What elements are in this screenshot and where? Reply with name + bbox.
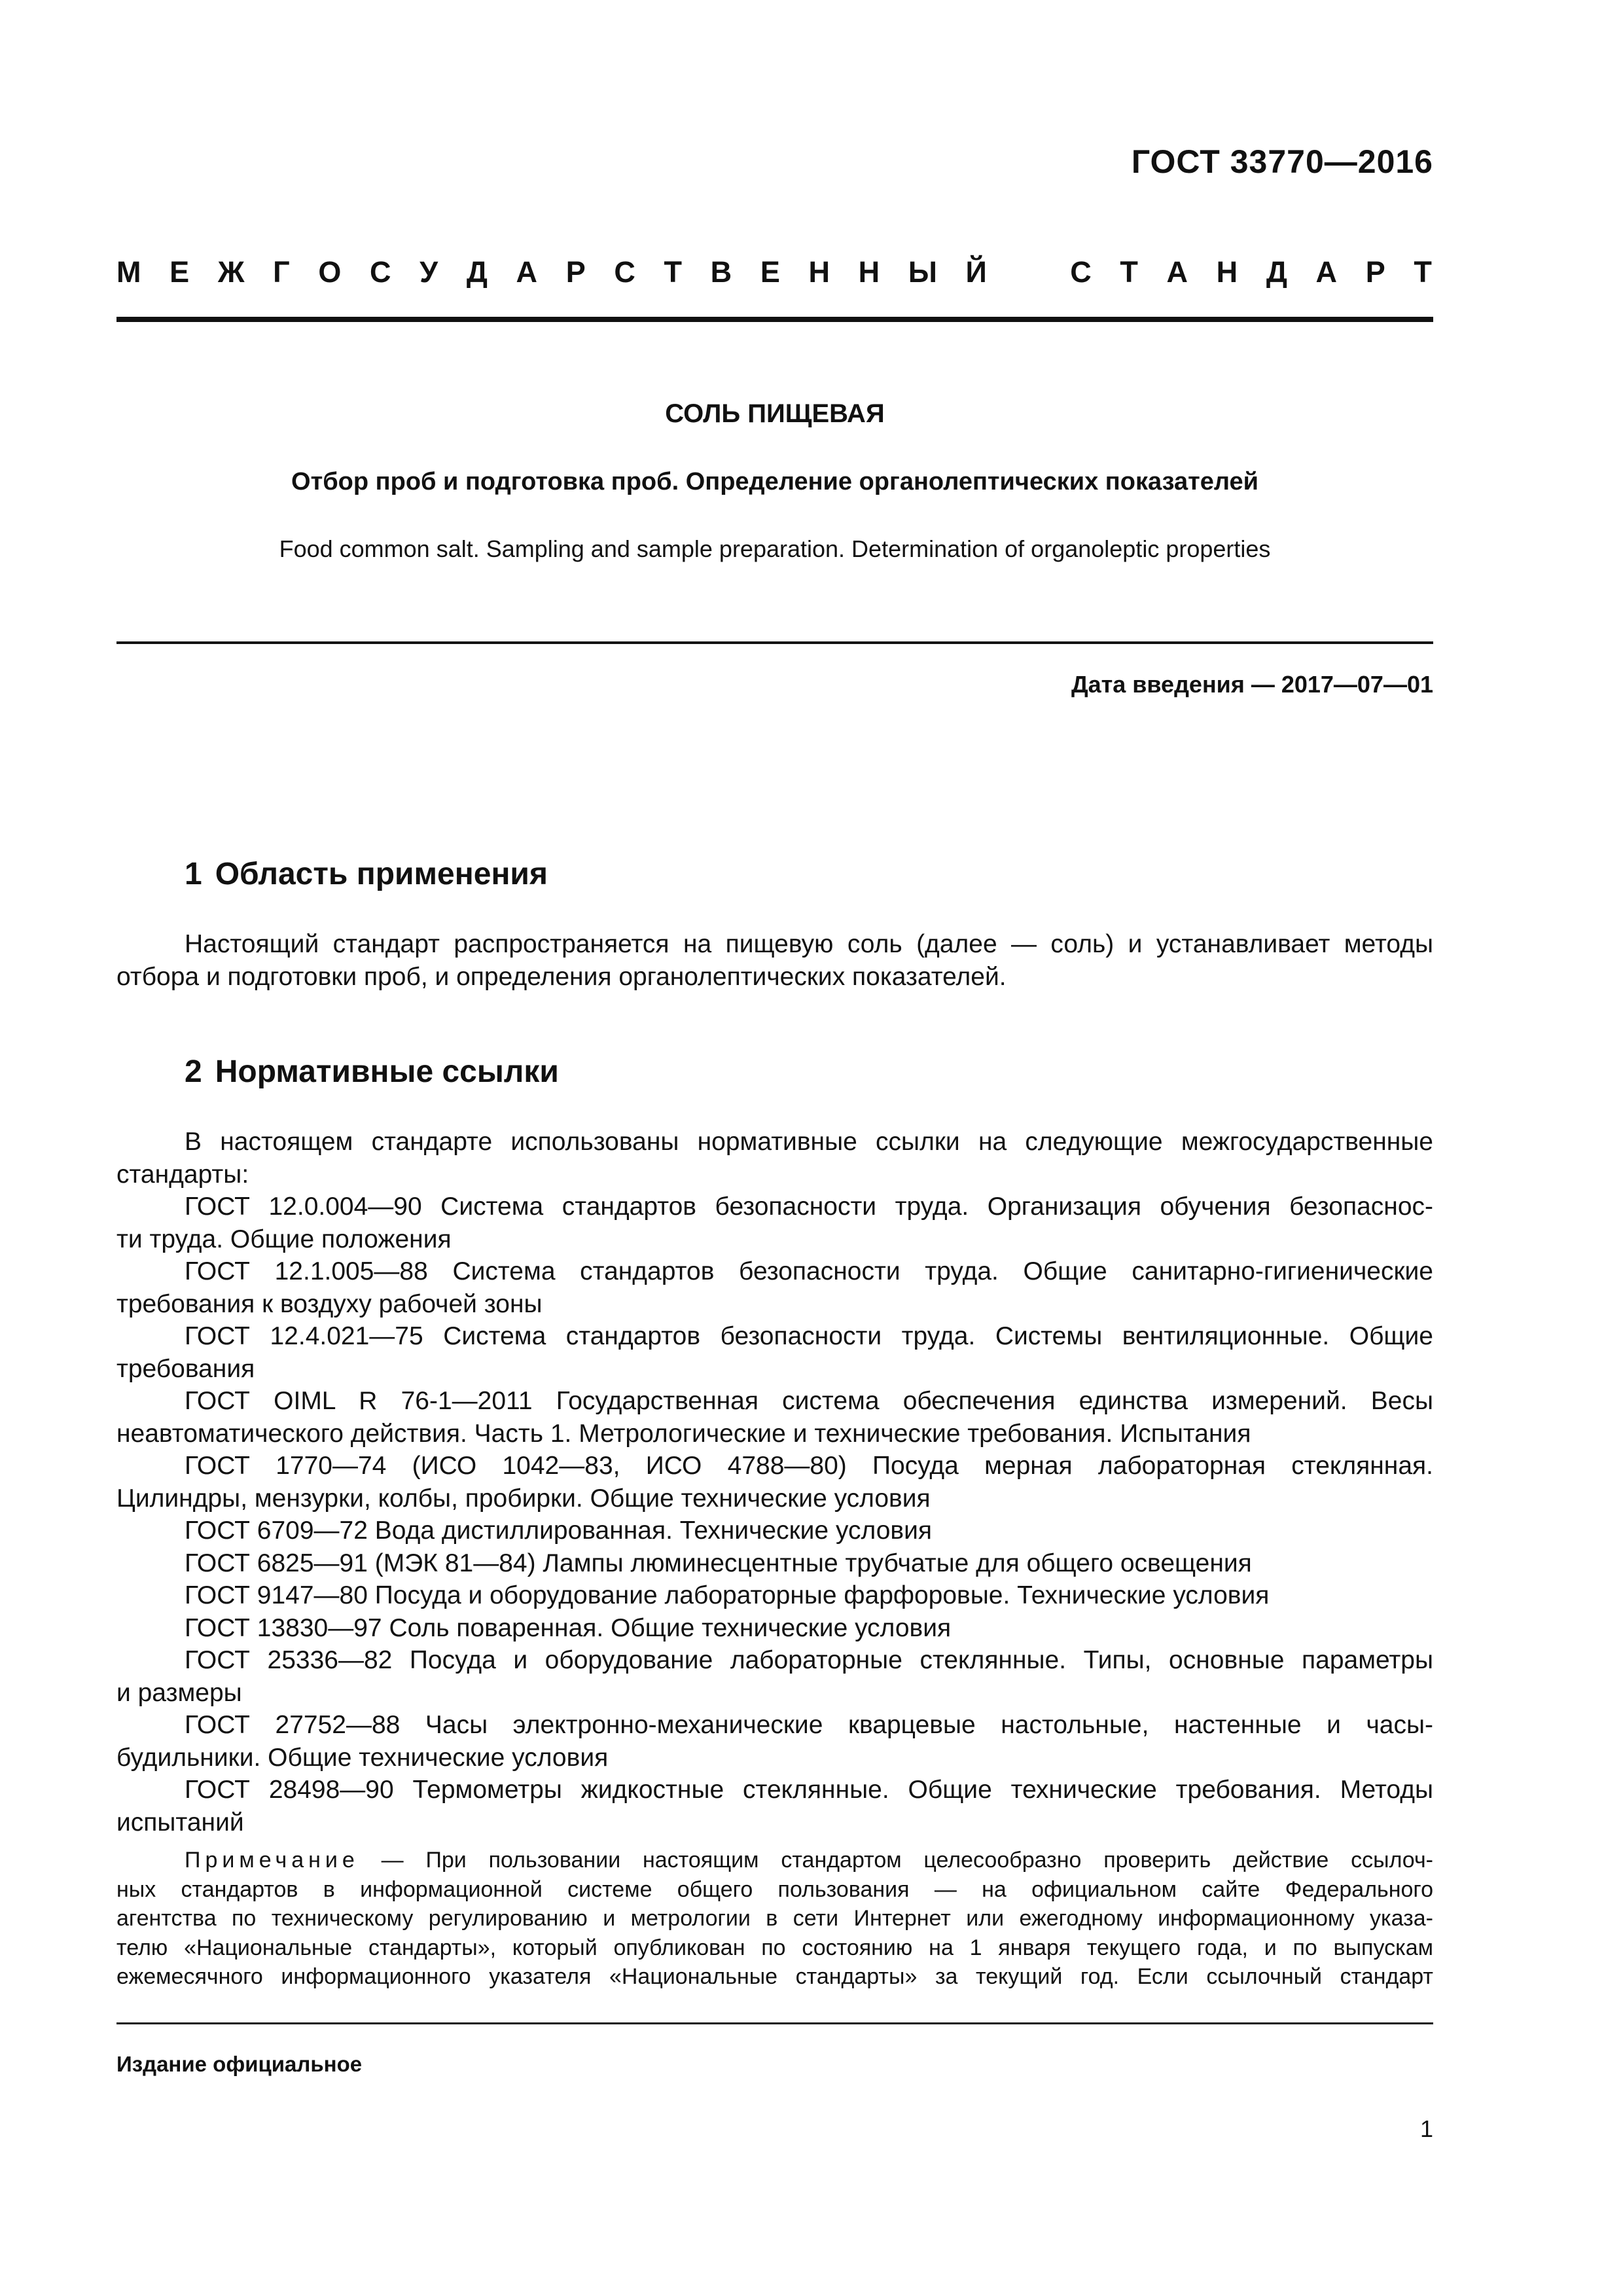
document-subtitle: Отбор проб и подготовка проб. Определение органолептических показателей (291, 468, 1258, 495)
banner-letter: Й (965, 255, 987, 289)
section-2-number: 2 (185, 1054, 202, 1089)
banner-letter: У (419, 255, 438, 289)
reference-line: ГОСТ 12.4.021—75 Система стандартов безопасности труда. Системы вентиляционные. Общие (185, 1322, 1433, 1350)
document-title: СОЛЬ ПИЩЕВАЯ (665, 399, 885, 428)
banner-letter: С (370, 255, 391, 289)
banner-letter: Н (808, 255, 830, 289)
section-1-text (116, 928, 1433, 993)
banner-letter: Д (1266, 255, 1287, 289)
reference-line: ГОСТ 25336—82 Посуда и оборудование лабораторные стеклянные. Типы, основные параметры (185, 1646, 1433, 1674)
title-rule (116, 641, 1433, 644)
document-english-title: Food common salt. Sampling and sample preparation. Determination of organoleptic properties (279, 535, 1271, 562)
banner-letter: Т (664, 255, 683, 289)
reference-line: будильники. Общие технические условия (116, 1743, 609, 1772)
reference-line: ГОСТ 13830—97 Соль поваренная. Общие технические условия (185, 1613, 952, 1642)
reference-line: ти труда. Общие положения (116, 1225, 452, 1253)
reference-line: ГОСТ 12.1.005—88 Система стандартов безопасности труда. Общие санитарно-гигиенические (185, 1257, 1433, 1285)
section-1-title: Область применения (215, 857, 548, 891)
reference-line: Цилиндры, мензурки, колбы, пробирки. Общие технические условия (116, 1484, 931, 1513)
banner-letter: Д (466, 255, 488, 289)
reference-line: ГОСТ OIML R 76-1—2011 Государственная система обеспечения единства измерений. Весы (185, 1387, 1433, 1415)
banner-letter: Ж (217, 255, 245, 289)
banner-letter: Г (273, 255, 290, 289)
section-1-line: Настоящий стандарт распространяется на пищевую соль (далее — соль) и устанавливает методы (185, 930, 1433, 958)
banner-letter: М (116, 255, 141, 289)
banner-letter: О (318, 255, 342, 289)
section-2-title: Нормативные ссылки (215, 1054, 559, 1089)
section-2-heading (185, 1054, 559, 1090)
banner-letter: С (614, 255, 635, 289)
banner-letter: Р (1365, 255, 1385, 289)
section-1-line: отбора и подготовки проб, и определения органолептических показателей. (116, 962, 1007, 991)
footer-rule (116, 2022, 1433, 2024)
page-number: 1 (1419, 2115, 1433, 2142)
section-1-number: 1 (185, 857, 202, 891)
note-line: ных стандартов в информационной системе общего пользования — на официальном сайте Федерального (116, 1876, 1433, 1902)
reference-line: требования (116, 1354, 255, 1383)
interstate-standard-banner (116, 255, 1432, 289)
banner-letter: Е (760, 255, 780, 289)
header-rule (116, 317, 1433, 322)
banner-letter (1016, 255, 1042, 289)
banner-letter: Т (1414, 255, 1432, 289)
introduction-date: Дата введения — 2017—07—01 (1071, 671, 1433, 698)
banner-letter: В (710, 255, 732, 289)
reference-line: ГОСТ 28498—90 Термометры жидкостные стеклянные. Общие технические требования. Методы (185, 1776, 1433, 1804)
reference-line: и размеры (116, 1678, 242, 1707)
banner-letter: Р (565, 255, 586, 289)
banner-letter: Ы (908, 255, 937, 289)
reference-line: требования к воздуху рабочей зоны (116, 1289, 543, 1318)
reference-line: ГОСТ 6709—72 Вода дистиллированная. Технические условия (185, 1516, 933, 1545)
reference-line: ГОСТ 27752—88 Часы электронно-механические кварцевые настольные, настенные и часы- (185, 1711, 1433, 1739)
banner-letter: А (1166, 255, 1188, 289)
reference-line: неавтоматического действия. Часть 1. Метрологические и технические требования. Испытания (116, 1419, 1251, 1448)
normative-references (116, 1126, 1433, 1839)
section-2-intro-line: стандарты: (116, 1160, 249, 1189)
section-1-heading (185, 856, 548, 892)
reference-line: ГОСТ 6825—91 (МЭК 81—84) Лампы люминесцентные трубчатые для общего освещения (185, 1549, 1252, 1577)
banner-letter: Е (169, 255, 190, 289)
note-block (116, 1846, 1433, 1992)
note-line: телю «Национальные стандарты», который опубликован по состоянию на 1 января текущего года, и по выпускам (116, 1935, 1433, 1960)
document-number: ГОСТ 33770—2016 (1131, 143, 1433, 180)
reference-line: ГОСТ 12.0.004—90 Система стандартов безопасности труда. Организация обучения безопаснос- (185, 1193, 1433, 1221)
banner-letter: С (1070, 255, 1092, 289)
reference-line: ГОСТ 1770—74 (ИСО 1042—83, ИСО 4788—80) Посуда мерная лабораторная стеклянная. (185, 1452, 1433, 1480)
note-line: Примечание — При пользовании настоящим стандартом целесообразно проверить действие ссылоч- (185, 1848, 1433, 1873)
section-2-intro-line: В настоящем стандарте использованы нормативные ссылки на следующие межгосударственные (185, 1128, 1433, 1156)
note-label: Примечание (185, 1848, 359, 1873)
banner-letter: А (516, 255, 538, 289)
reference-line: ГОСТ 9147—80 Посуда и оборудование лабораторные фарфоровые. Технические условия (185, 1581, 1270, 1609)
note-line: ежемесячного информационного указателя «Национальные стандарты» за текущий год. Если ссылочный стандарт (116, 1964, 1433, 1989)
reference-line: испытаний (116, 1808, 244, 1837)
banner-letter: Н (858, 255, 880, 289)
banner-letter: Т (1120, 255, 1138, 289)
note-line: агентства по техническому регулированию и метрологии в сети Интернет или ежегодному информационному указа- (116, 1906, 1433, 1931)
banner-letter: А (1315, 255, 1338, 289)
edition-label: Издание официальное (116, 2052, 363, 2076)
banner-letter: Н (1216, 255, 1238, 289)
